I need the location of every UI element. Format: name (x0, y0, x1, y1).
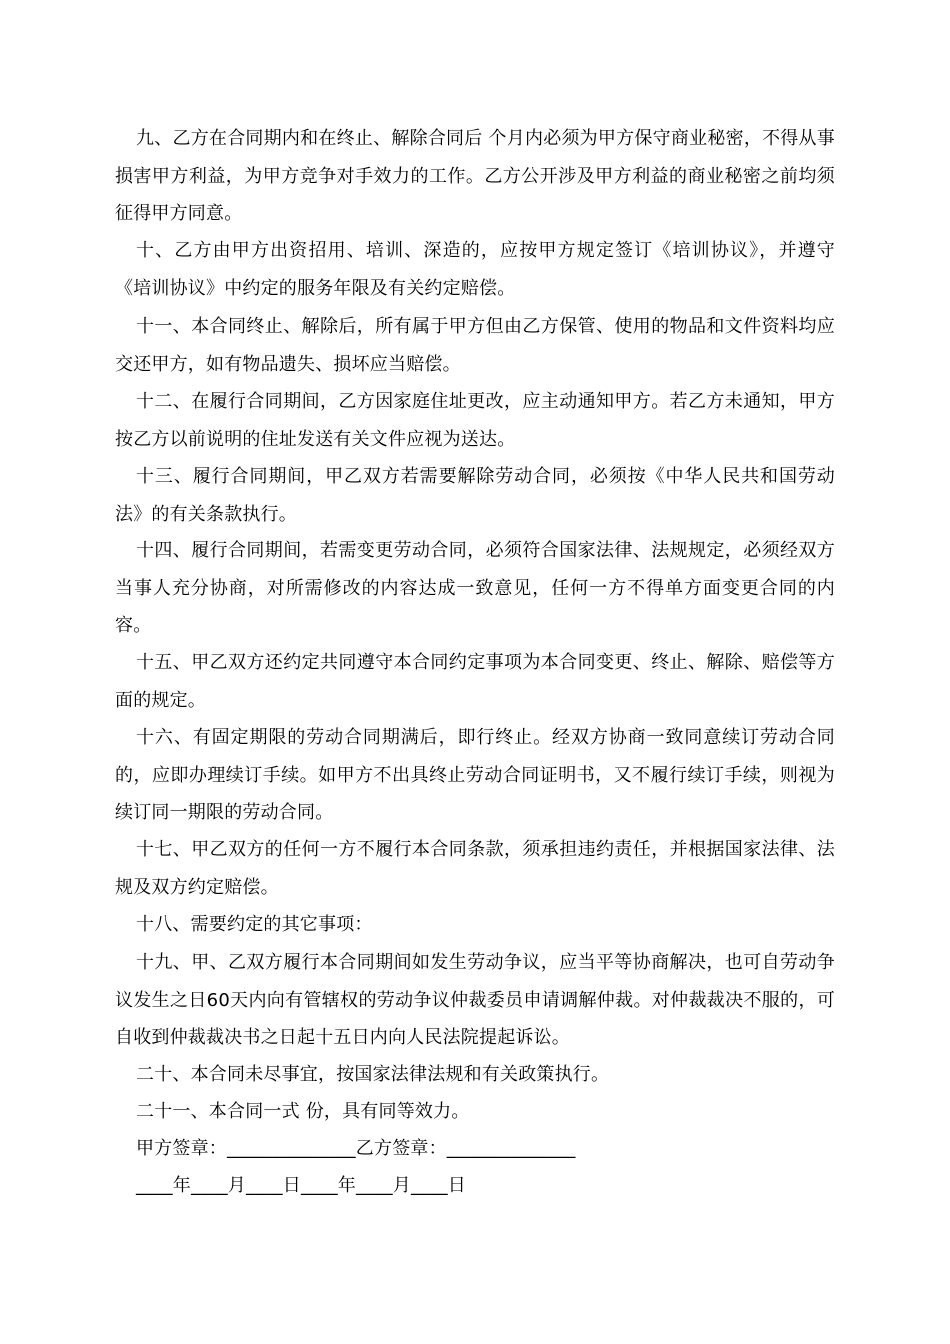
clause-13: 十三、履行合同期间，甲乙双方若需要解除劳动合同，必须按《中华人民共和国劳动法》的有关条款执行。 (115, 466, 835, 525)
clause-15: 十五、甲乙双方还约定共同遵守本合同约定事项为本合同变更、终止、解除、赔偿等方面的规定。 (115, 652, 835, 711)
clause-21: 二十一、本合同一式 份，具有同等效力。 (136, 1101, 470, 1122)
date-line: ____年____月____日____年____月____日 (136, 1175, 466, 1196)
clause-19: 十九、甲、乙双方履行本合同期间如发生劳动争议，应当平等协商解决，也可自劳动争议发生之日60天内向有管辖权的劳动争议仲裁委员申请调解仲裁。对仲裁裁决不服的，可自收到仲裁裁决书之日起十五日内向人民法院提起诉讼。 (115, 952, 835, 1048)
clause-12: 十二、在履行合同期间，乙方因家庭住址更改，应主动通知甲方。若乙方未通知，甲方按乙方以前说明的住址发送有关文件应视为送达。 (115, 391, 835, 450)
clause-14: 十四、履行合同期间，若需变更劳动合同，必须符合国家法律、法规规定，必须经双方当事人充分协商，对所需修改的内容达成一致意见，任何一方不得单方面变更合同的内容。 (115, 540, 835, 636)
clause-11: 十一、本合同终止、解除后，所有属于甲方但由乙方保管、使用的物品和文件资料均应交还甲方，如有物品遗失、损坏应当赔偿。 (115, 316, 835, 375)
clause-20: 二十、本合同未尽事宜，按国家法律法规和有关政策执行。 (136, 1064, 610, 1085)
clause-9: 九、乙方在合同期内和在终止、解除合同后 个月内必须为甲方保守商业秘密，不得从事损害甲方利益，为甲方竞争对手效力的工作。乙方公开涉及甲方利益的商业秘密之前均须征得甲方同意。 (115, 128, 835, 224)
clause-17: 十七、甲乙双方的任何一方不履行本合同条款，须承担违约责任，并根据国家法律、法规及双方约定赔偿。 (115, 839, 835, 898)
clause-18: 十八、需要约定的其它事项： (136, 914, 373, 935)
signature-line: 甲方签章：______________乙方签章：______________ (136, 1138, 576, 1159)
clause-10: 十、乙方由甲方出资招用、培训、深造的，应按甲方规定签订《培训协议》，并遵守《培训协议》中约定的服务年限及有关约定赔偿。 (115, 240, 835, 299)
clause-16: 十六、有固定期限的劳动合同期满后，即行终止。经双方协商一致同意续订劳动合同的，应即办理续订手续。如甲方不出具终止劳动合同证明书，又不履行续订手续，则视为续订同一期限的劳动合同。 (115, 727, 835, 823)
